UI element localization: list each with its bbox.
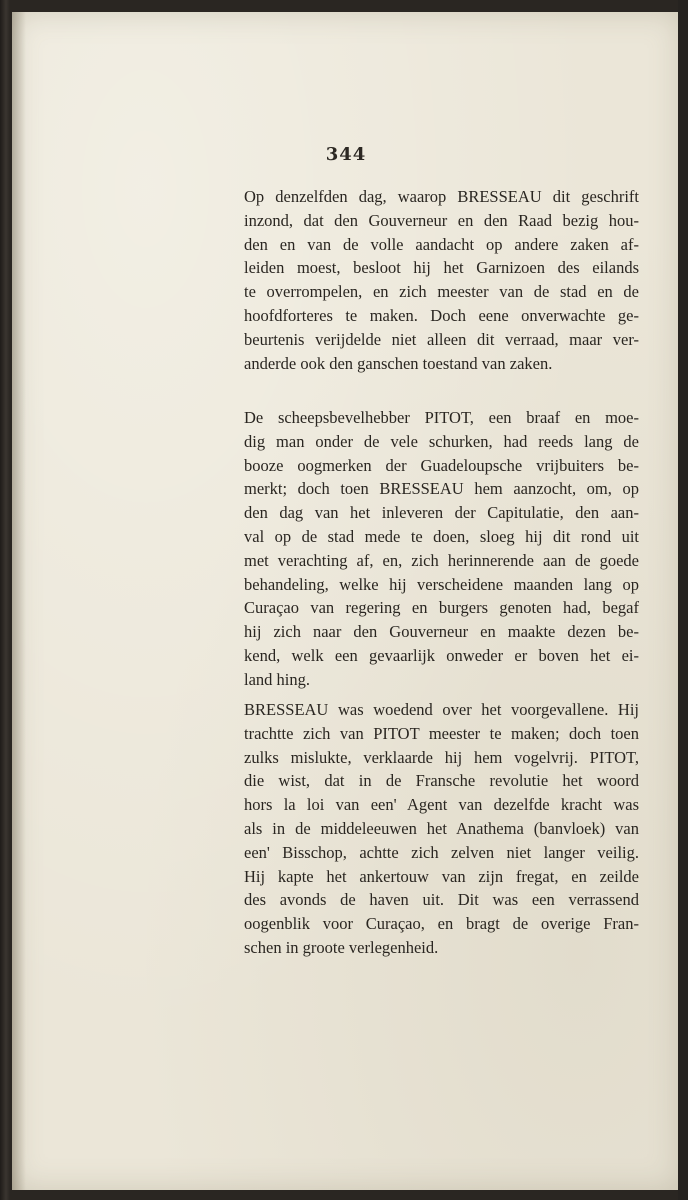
text-line: Curaçao van regering en burgers genoten had, begaf <box>244 598 639 618</box>
text-line: den dag van het inleveren der Capitulatie, den aan- <box>244 503 639 523</box>
text-line: als in de middeleeuwen het Anathema (banvloek) van <box>244 818 639 838</box>
text-line: met verachting af, en, zich herinnerende aan de goede <box>244 550 639 570</box>
page-number: 344 <box>325 144 367 165</box>
text-line: dig man onder de vele schurken, had reeds lang de <box>244 431 639 451</box>
text-line: land hing. <box>244 669 310 689</box>
text-line: schen in groote verlegenheid. <box>244 937 439 957</box>
book-page <box>12 12 680 1190</box>
text-line: des avonds de haven uit. Dit was een verrassend <box>244 890 639 910</box>
text-line: behandeling, welke hij verscheidene maanden lang op <box>244 574 639 594</box>
text-line: Hij kapte het ankertouw van zijn fregat, en zeilde <box>244 866 639 886</box>
text-line: een' Bisschop, achtte zich zelven niet langer veilig. <box>244 842 639 862</box>
text-line: BRESSEAU was woedend over het voorgevallene. Hij <box>244 700 639 719</box>
text-line: hij zich naar den Gouverneur en maakte dezen be- <box>244 622 639 642</box>
text-line: kend, welk een gevaarlijk onweder er boven het ei- <box>244 645 639 665</box>
text-line: Op denzelfden dag, waarop BRESSEAU dit geschrift <box>244 187 639 206</box>
text-line: trachtte zich van PITOT meester te maken; doch toen <box>244 723 639 743</box>
text-line: inzond, dat den Gouverneur en den Raad bezig hou- <box>244 210 639 230</box>
text-line: val op de stad mede te doen, sloeg hij dit rond uit <box>244 526 639 546</box>
text-line: die wist, dat in de Fransche revolutie het woord <box>244 771 639 791</box>
text-line: booze oogmerken der Guadeloupsche vrijbuiters be- <box>244 455 639 475</box>
text-line: anderde ook den ganschen toestand van zaken. <box>244 353 553 373</box>
text-line: oogenblik voor Curaçao, en bragt de overige Fran- <box>244 914 639 934</box>
scan-edge <box>678 0 688 1200</box>
text-line: De scheepsbevelhebber PITOT, een braaf en moe- <box>244 408 639 427</box>
text-line: merkt; doch toen BRESSEAU hem aanzocht, om, op <box>244 479 639 499</box>
text-line: hors la loi van een' Agent van dezelfde kracht was <box>244 795 639 815</box>
paragraph-3 <box>244 698 639 960</box>
paragraph-2 <box>244 406 639 692</box>
text-line: beurtenis verijdelde niet alleen dit verraad, maar ver- <box>244 329 639 349</box>
page-gutter-shadow <box>12 12 26 1190</box>
text-line: den en van de volle aandacht op andere zaken af- <box>244 234 639 254</box>
text-line: te overrompelen, en zich meester van de stad en de <box>244 282 639 302</box>
text-line: hoofdforteres te maken. Doch eene onverwachte ge- <box>244 305 639 325</box>
text-line: zulks mislukte, verklaarde hij hem vogelvrij. PITOT, <box>244 747 639 767</box>
text-line: leiden moest, besloot hij het Garnizoen des eilands <box>244 258 639 278</box>
paragraph-1 <box>244 185 639 375</box>
